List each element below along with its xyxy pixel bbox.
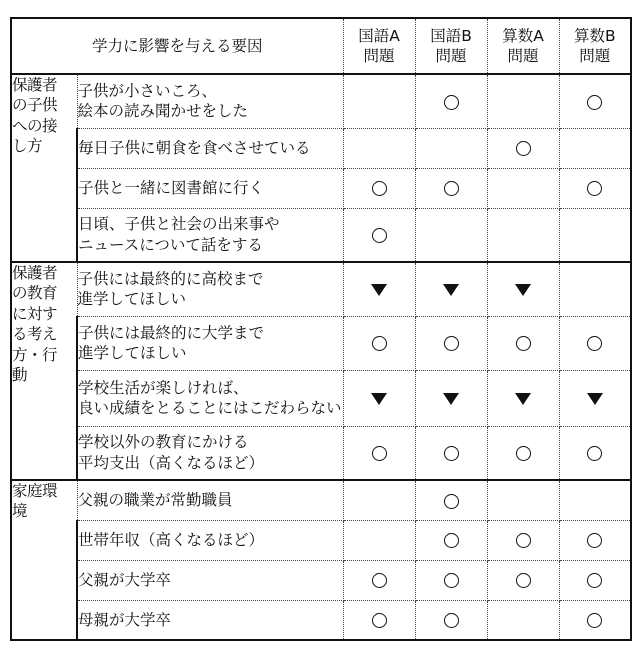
positive-circle-mark (372, 613, 387, 628)
mark-cell (559, 168, 631, 208)
group-label-line: し方 (12, 137, 43, 156)
factor-item-line: ニュースについて話をする (78, 235, 263, 254)
factor-item (77, 168, 343, 208)
table-row (11, 520, 631, 560)
mark-cell (559, 560, 631, 600)
group-label (11, 262, 77, 480)
positive-circle-mark (372, 228, 387, 243)
positive-circle-mark (444, 494, 459, 509)
factor-item (77, 600, 343, 640)
factor-item (77, 74, 343, 128)
mark-cell (487, 520, 559, 560)
mark-cell (415, 128, 487, 168)
negative-triangle-mark (443, 393, 459, 405)
table-row (11, 74, 631, 128)
group-label (11, 74, 77, 262)
group-label-line: る考え (12, 325, 58, 344)
mark-cell (487, 370, 559, 426)
positive-circle-mark (444, 573, 459, 588)
factor-item-line: 学校以外の教育にかける (78, 433, 249, 452)
table-row (11, 480, 631, 520)
table-row (11, 262, 631, 316)
mark-cell (343, 168, 415, 208)
table-row (11, 168, 631, 208)
mark-cell (415, 426, 487, 480)
group-label-line: への接 (12, 116, 58, 135)
mark-cell (559, 426, 631, 480)
table-row (11, 370, 631, 426)
factor-item-line: 学校生活が楽しければ、 (78, 378, 249, 397)
mark-cell (559, 128, 631, 168)
subject-type: 問題 (363, 47, 395, 65)
table-row (11, 560, 631, 600)
factor-item-line: 進学してほしい (78, 344, 187, 362)
group-label-line: 方・行 (12, 345, 58, 364)
mark-cell (415, 208, 487, 262)
factor-item (77, 560, 343, 600)
positive-circle-mark (372, 446, 387, 461)
positive-circle-mark (444, 446, 459, 461)
mark-cell (559, 520, 631, 560)
mark-cell (343, 128, 415, 168)
mark-cell (343, 560, 415, 600)
group-label-line: 保護者 (12, 76, 58, 94)
mark-cell (559, 480, 631, 520)
mark-cell (487, 480, 559, 520)
mark-cell (415, 600, 487, 640)
positive-circle-mark (587, 95, 602, 110)
mark-cell (559, 600, 631, 640)
mark-cell (487, 560, 559, 600)
factor-item-line: 絵本の読み聞かせをした (77, 102, 249, 121)
group-label-line: の教育 (12, 284, 58, 303)
group-label-line: 家庭環 (12, 482, 58, 500)
factor-header: 学力に影響を与える要因 (11, 18, 343, 74)
positive-circle-mark (372, 573, 387, 588)
mark-cell (343, 370, 415, 426)
table-row (11, 208, 631, 262)
factor-item (77, 426, 343, 480)
mark-cell (559, 262, 631, 316)
subject-type: 問題 (579, 47, 611, 65)
group-label-line: に対す (12, 304, 58, 323)
mark-cell (343, 600, 415, 640)
table-row (11, 128, 631, 168)
subject-name: 国語A (358, 26, 400, 45)
factor-item-line: 平均支出（高くなるほど） (78, 453, 265, 472)
subject-header (415, 18, 487, 74)
subject-name: 算数A (502, 26, 544, 45)
positive-circle-mark (516, 446, 531, 461)
mark-cell (487, 426, 559, 480)
group-label-line: の子供 (12, 96, 58, 115)
positive-circle-mark (516, 573, 531, 588)
positive-circle-mark (372, 336, 387, 351)
table-row (11, 600, 631, 640)
group-label-line: 境 (12, 502, 28, 521)
mark-cell (487, 208, 559, 262)
mark-cell (487, 74, 559, 128)
mark-cell (415, 316, 487, 370)
factor-item-line: 毎日子供に朝食を食べさせている (78, 138, 311, 157)
factor-item-line: 子供が小さいころ、 (77, 81, 218, 100)
mark-cell (343, 262, 415, 316)
mark-cell (415, 520, 487, 560)
mark-cell (343, 426, 415, 480)
positive-circle-mark (444, 181, 459, 196)
mark-cell (487, 600, 559, 640)
positive-circle-mark (444, 95, 459, 110)
factor-item-line: 父親の職業が常勤職員 (77, 491, 233, 510)
mark-cell (487, 262, 559, 316)
positive-circle-mark (444, 533, 459, 548)
factor-item-line: 母親が大学卒 (78, 610, 172, 629)
positive-circle-mark (587, 336, 602, 351)
factor-item (77, 480, 343, 520)
positive-circle-mark (444, 613, 459, 628)
group-label (11, 480, 77, 640)
subject-header (487, 18, 559, 74)
negative-triangle-mark (587, 393, 603, 405)
factor-item-line: 子供と一緒に図書館に行く (78, 178, 265, 197)
table-row (11, 426, 631, 480)
factor-item-line: 良い成績をとることにはこだわらない (78, 399, 342, 417)
positive-circle-mark (516, 336, 531, 351)
mark-cell (343, 208, 415, 262)
positive-circle-mark (587, 533, 602, 548)
negative-triangle-mark (515, 393, 531, 405)
factor-item (77, 262, 343, 316)
mark-cell (559, 208, 631, 262)
subject-type: 問題 (435, 47, 467, 65)
factor-item (77, 316, 343, 370)
positive-circle-mark (372, 181, 387, 196)
positive-circle-mark (587, 613, 602, 628)
subject-type: 問題 (507, 47, 539, 65)
subject-header (559, 18, 631, 74)
factor-item (77, 370, 343, 426)
factor-item-line: 子供には最終的に高校まで (77, 269, 264, 288)
positive-circle-mark (587, 573, 602, 588)
mark-cell (343, 480, 415, 520)
mark-cell (559, 370, 631, 426)
factors-table (10, 17, 632, 641)
factor-item (77, 520, 343, 560)
mark-cell (415, 370, 487, 426)
negative-triangle-mark (371, 393, 387, 405)
factor-item (77, 128, 343, 168)
positive-circle-mark (516, 533, 531, 548)
mark-cell (415, 560, 487, 600)
group-label-line: 動 (12, 366, 28, 385)
mark-cell (559, 74, 631, 128)
mark-cell (415, 74, 487, 128)
factor-item (77, 208, 343, 262)
mark-cell (343, 520, 415, 560)
mark-cell (487, 168, 559, 208)
positive-circle-mark (444, 336, 459, 351)
subject-name: 国語B (430, 26, 472, 45)
table-row (11, 316, 631, 370)
factor-item-line: 進学してほしい (77, 290, 187, 309)
mark-cell (487, 128, 559, 168)
group-label-line: 保護者 (12, 264, 58, 282)
mark-cell (415, 480, 487, 520)
subject-name: 算数B (573, 26, 616, 45)
positive-circle-mark (516, 141, 531, 156)
mark-cell (415, 168, 487, 208)
factor-item-line: 日頃、子供と社会の出来事や (78, 215, 280, 234)
mark-cell (343, 74, 415, 128)
negative-triangle-mark (371, 284, 387, 296)
positive-circle-mark (587, 446, 602, 461)
mark-cell (487, 316, 559, 370)
subject-header (343, 18, 415, 74)
mark-cell (343, 316, 415, 370)
positive-circle-mark (587, 181, 602, 196)
factor-item-line: 子供には最終的に大学まで (78, 323, 265, 342)
negative-triangle-mark (443, 284, 459, 296)
mark-cell (559, 316, 631, 370)
factor-item-line: 父親が大学卒 (78, 570, 172, 589)
negative-triangle-mark (515, 284, 531, 296)
header-row (11, 18, 631, 74)
factor-item-line: 世帯年収（高くなるほど） (78, 530, 265, 549)
mark-cell (415, 262, 487, 316)
